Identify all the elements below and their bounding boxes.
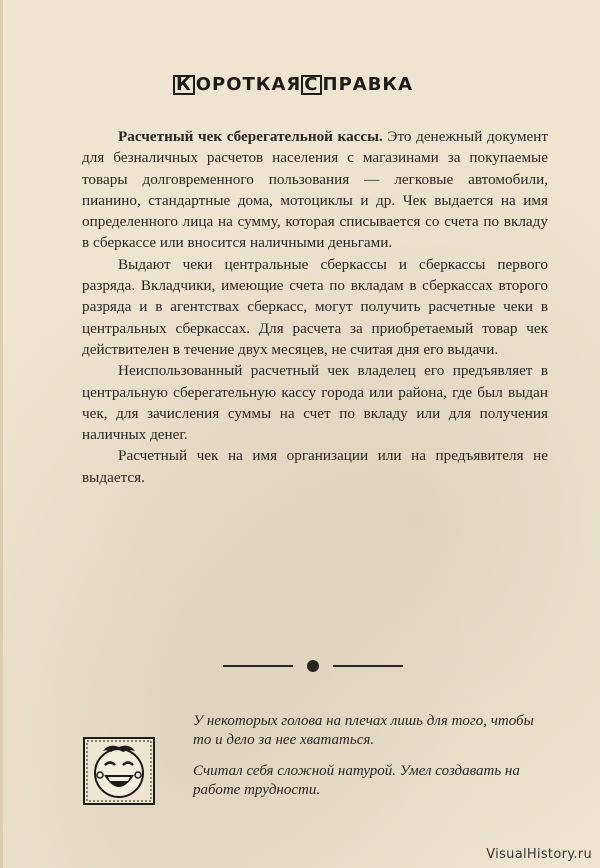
article-paragraph-1 (82, 126, 548, 254)
divider-dot (307, 660, 319, 672)
section-divider (223, 660, 403, 672)
article-paragraph-3: Неиспользованный расчетный чек владелец его предъявляет в центральную сберегательную кассу города или района, где был выдан чек, для зачисления суммы на счет по вкладу или для получения наличных денег. (82, 362, 548, 444)
joke-1: У некоторых голова на плечах лишь для того, чтобы то и дело за нее хвататься. (193, 713, 534, 748)
article-paragraph-4: Расчетный чек на имя организации или на предъявителя не выдается. (82, 447, 548, 486)
article-lead-term: Расчетный чек сберегательной кассы. (118, 128, 383, 145)
laughing-face-icon (83, 737, 155, 805)
divider-line-left (223, 665, 293, 667)
heading-word-2: ПРАВКА (322, 74, 414, 95)
source-watermark: VisualHistory.ru (486, 847, 592, 862)
article-body (82, 126, 548, 488)
heading-word-1: ОРОТКАЯ (195, 74, 302, 95)
divider-line-right (333, 665, 403, 667)
joke-2: Считал себя сложной натурой. Умел создавать на работе трудности. (193, 763, 520, 798)
jokes-section (193, 712, 549, 812)
heading-initial-s: С (301, 75, 321, 95)
article-paragraph-1-text: Это денежный документ для безналичных расчетов населения с магазинами за покупаемые товары долговременного пользования — легковые автомобили, пианино, стандартные дома, мотоциклы и др. Чек выдается на имя определенного лица на сумму, которая списывается со счета по вкладу в сберкассе или вносится наличными деньгами. (82, 128, 548, 252)
section-heading (173, 74, 413, 95)
article-paragraph-2: Выдают чеки центральные сберкассы и сберкассы первого разряда. Вкладчики, имеющие счета по вкладам в сберкассах второго разряда и в агентствах сберкасс, могут получить расчетные чеки в центральных сберкассах. Для расчета за приобретаемый товар чек действителен в течение двух месяцев, не считая дня его выдачи. (82, 255, 548, 358)
heading-initial-k: К (173, 75, 195, 95)
